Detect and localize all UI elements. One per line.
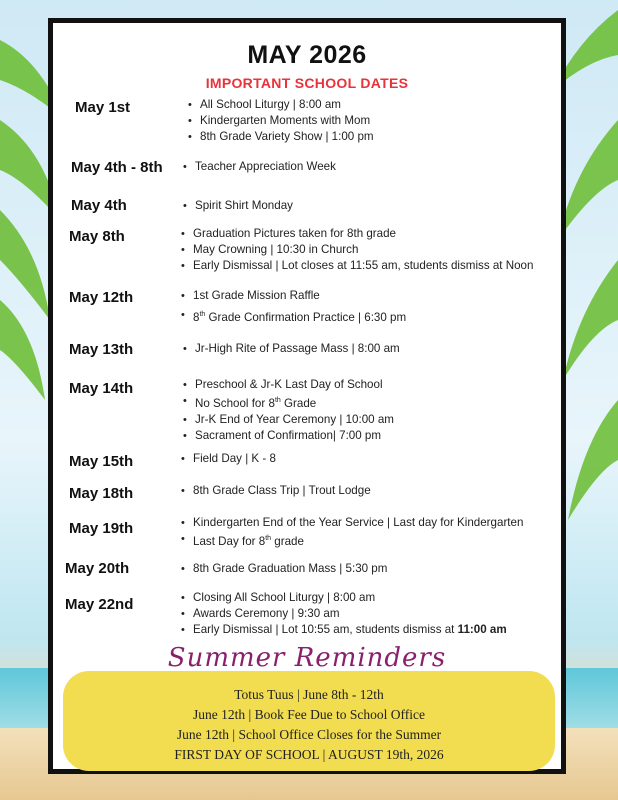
event-date: May 12th	[69, 289, 134, 306]
event-item: • Last Day for 8th grade	[181, 531, 523, 550]
event-date: May 13th	[69, 341, 134, 358]
event-items	[181, 515, 523, 550]
event-item: • Spirit Shirt Monday	[183, 198, 293, 214]
event-items	[181, 483, 371, 499]
event-item: • Closing All School Liturgy | 8:00 am	[181, 590, 507, 606]
event-date: May 18th	[69, 485, 134, 502]
event-item: • Teacher Appreciation Week	[183, 159, 336, 175]
event-items	[183, 377, 394, 444]
summer-reminder-line: June 12th | Book Fee Due to School Office	[193, 707, 425, 722]
calendar-card	[48, 18, 566, 774]
event-item: • No School for 8th Grade	[183, 393, 394, 412]
event-item: • All School Liturgy | 8:00 am	[188, 97, 374, 113]
event-item: • 8th Grade Confirmation Practice | 6:30 pm	[181, 307, 406, 326]
event-item: • Kindergarten End of the Year Service | Last day for Kindergarten	[181, 515, 523, 531]
event-item: • 8th Grade Graduation Mass | 5:30 pm	[181, 561, 387, 577]
event-date: May 4th - 8th	[71, 159, 163, 176]
event-date: May 14th	[69, 380, 134, 397]
event-items	[181, 590, 507, 638]
event-item: • Jr-K End of Year Ceremony | 10:00 am	[183, 412, 394, 428]
event-item: • Preschool & Jr-K Last Day of School	[183, 377, 394, 393]
event-items	[181, 561, 387, 577]
page-title: MAY 2026	[247, 41, 367, 69]
event-item: • 1st Grade Mission Raffle	[181, 288, 406, 304]
event-items	[183, 159, 336, 175]
event-date: May 4th	[71, 197, 127, 214]
event-date: May 15th	[69, 453, 134, 470]
event-item: • 8th Grade Class Trip | Trout Lodge	[181, 483, 371, 499]
summer-reminders-box	[63, 671, 555, 771]
event-date: May 19th	[69, 520, 134, 537]
event-items	[181, 288, 406, 326]
event-items	[188, 97, 374, 145]
event-date: May 20th	[65, 560, 130, 577]
event-item: • Jr-High Rite of Passage Mass | 8:00 am	[183, 341, 400, 357]
event-date: May 1st	[75, 99, 131, 116]
event-date: May 8th	[69, 228, 125, 245]
event-items	[183, 341, 400, 357]
event-item: • Graduation Pictures taken for 8th grade	[181, 226, 533, 242]
page-subtitle: IMPORTANT SCHOOL DATES	[205, 75, 409, 91]
event-item: • Awards Ceremony | 9:30 am	[181, 606, 507, 622]
event-items	[183, 198, 293, 214]
summer-reminders-title: Summer Reminders	[167, 643, 447, 673]
event-item: • Early Dismissal | Lot closes at 11:55 am, students dismiss at Noon	[181, 258, 533, 274]
summer-reminder-line: FIRST DAY OF SCHOOL | AUGUST 19th, 2026	[174, 747, 444, 762]
event-items	[181, 226, 533, 274]
event-item: • May Crowning | 10:30 in Church	[181, 242, 533, 258]
summer-reminder-line: Totus Tuus | June 8th - 12th	[234, 687, 384, 702]
event-items	[181, 451, 276, 467]
event-date: May 22nd	[65, 596, 134, 613]
event-item: • Kindergarten Moments with Mom	[188, 113, 374, 129]
summer-reminder-line: June 12th | School Office Closes for the Summer	[176, 727, 442, 742]
event-item: • 8th Grade Variety Show | 1:00 pm	[188, 129, 374, 145]
event-item: • Early Dismissal | Lot 10:55 am, students dismiss at 11:00 am	[181, 622, 507, 638]
event-item: • Sacrament of Confirmation| 7:00 pm	[183, 428, 394, 444]
event-item: • Field Day | K - 8	[181, 451, 276, 467]
